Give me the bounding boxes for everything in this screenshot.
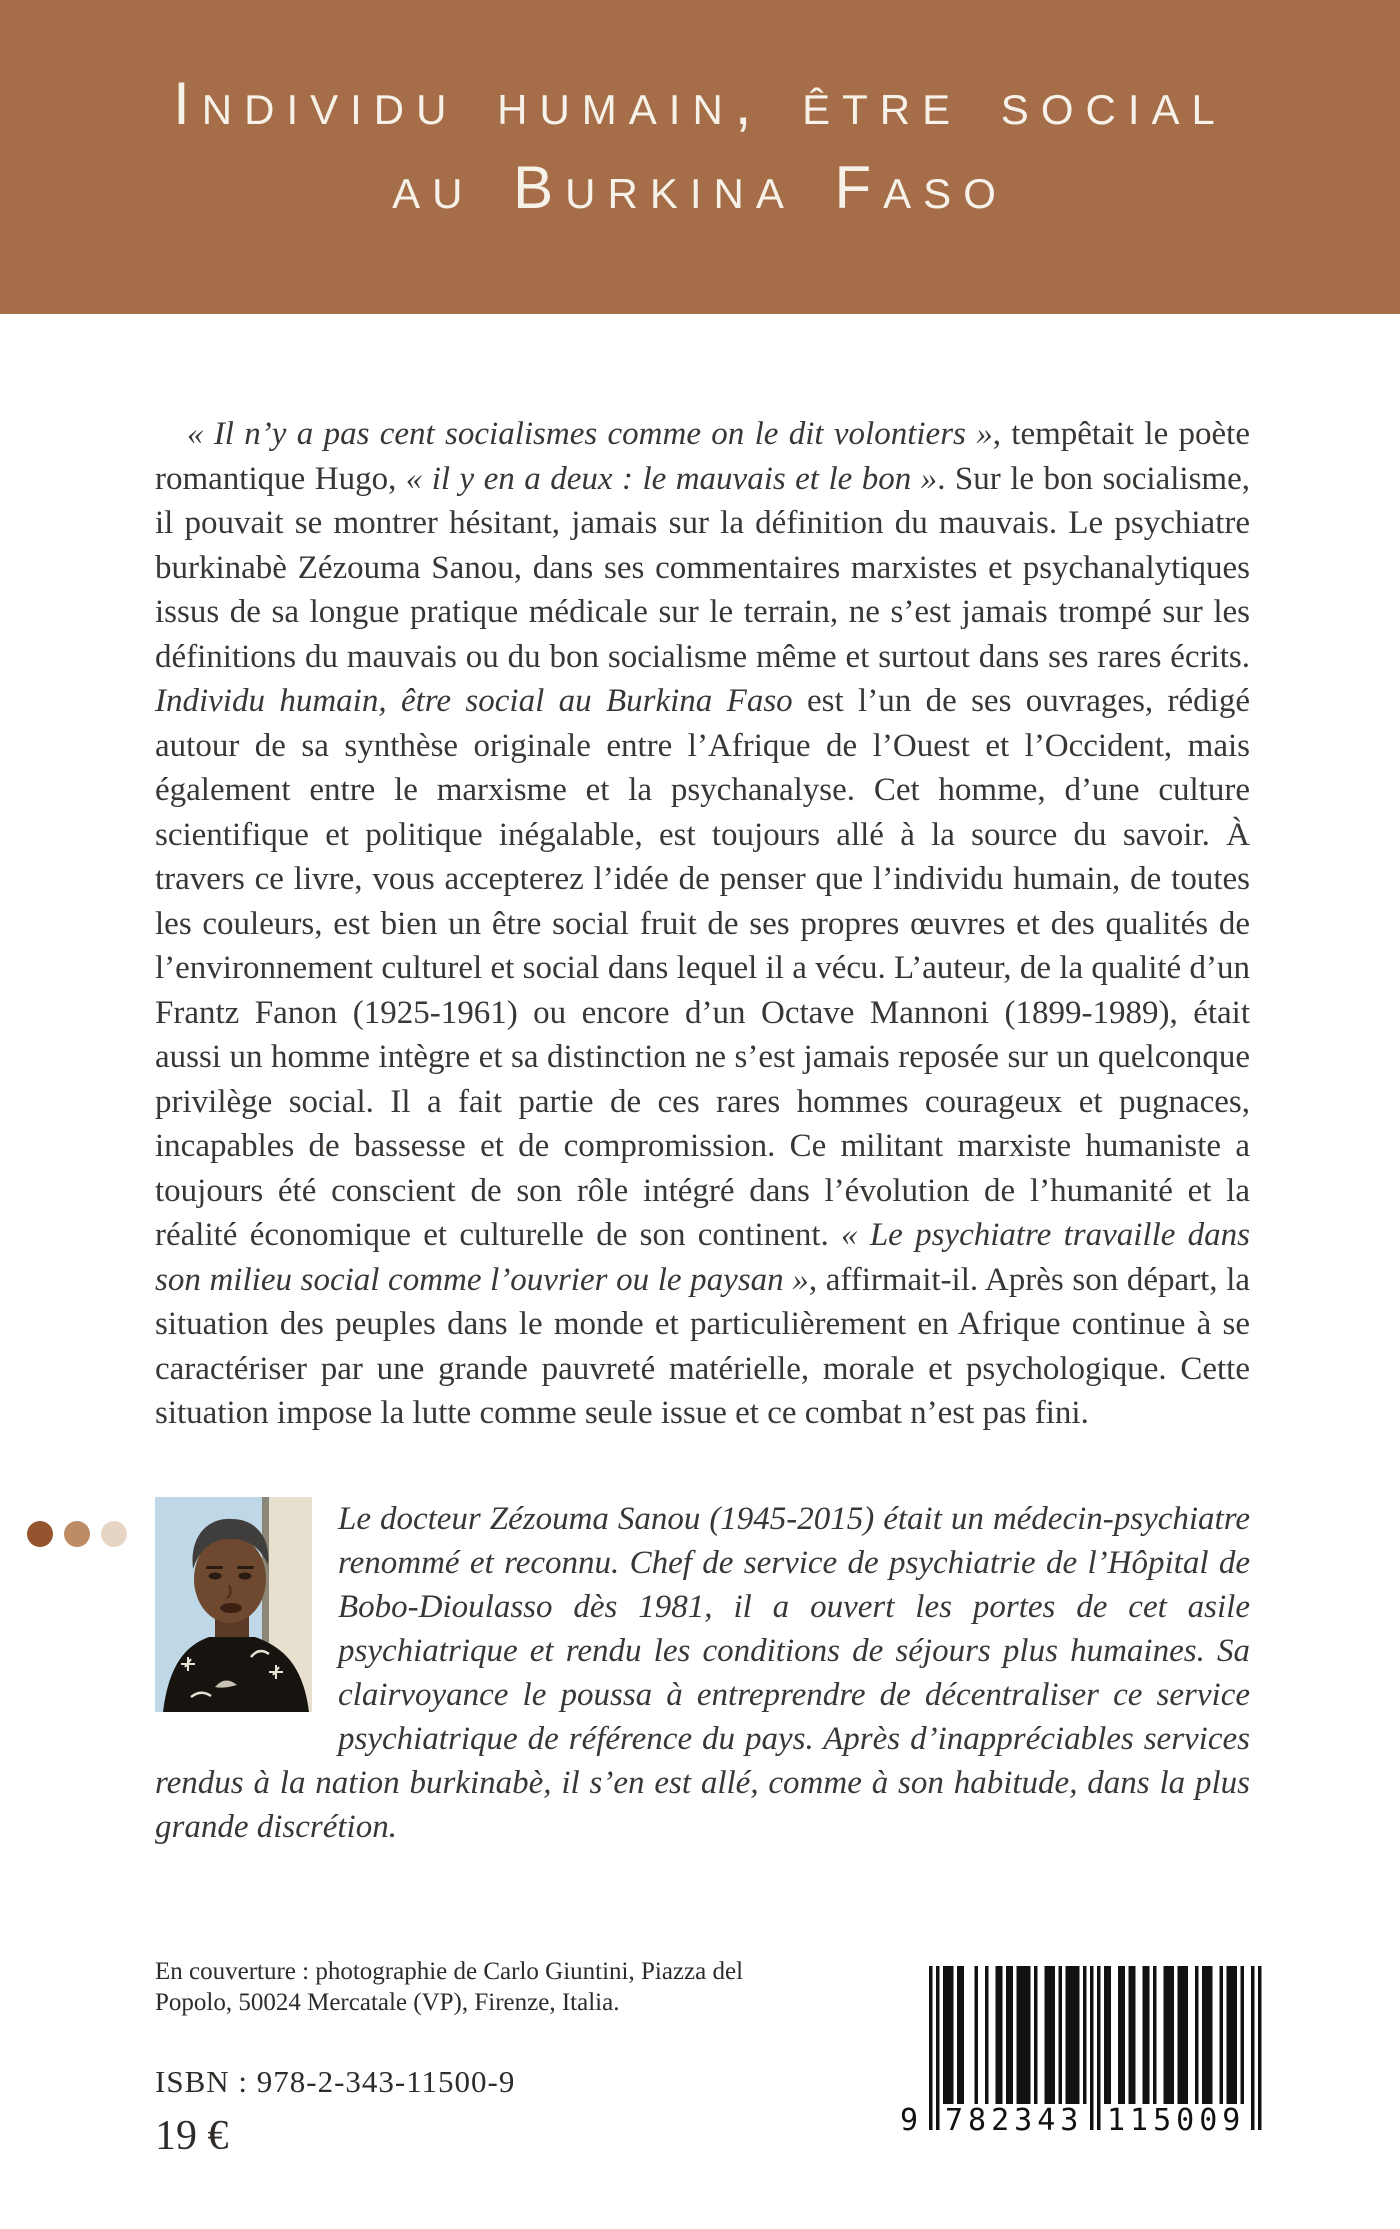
author-bio-section <box>155 1497 1250 1849</box>
cover-photo-credit <box>155 1956 743 2018</box>
collection-dots <box>27 1521 127 1547</box>
isbn-text: ISBN : 978-2-343-11500-9 <box>155 2064 516 2099</box>
book-title-line-1: Individu humain, être social <box>173 70 1227 137</box>
title-band <box>0 0 1400 314</box>
barcode-digit-leading: 9 <box>900 2103 919 2138</box>
book-title-line-2: au Burkina Faso <box>392 154 1008 221</box>
barcode-digits-group1: 782343 <box>945 2103 1084 2138</box>
author-portrait-illustration <box>155 1497 312 1712</box>
ean13-barcode <box>890 1966 1270 2151</box>
synopsis-paragraph: « Il n’y a pas cent socialismes comme on le dit volontiers », tempêtait le poète romantique Hugo, « il y en a deux : le mauvais et le bon ». Sur le bon socialisme, il pouvait se montrer hésitant, jamais sur la définition du mauvais. Le psychiatre burkinabè Zézouma Sanou, dans ses commentaires marxistes et psychanalytiques issus de sa longue pratique médicale sur le terrain, ne s’est jamais trompé sur les définitions du mauvais ou du bon socialisme même et surtout dans ses rares écrits. Individu humain, être social au Burkina Faso est l’un de ses ouvrages, rédigé autour de sa synthèse originale entre l’Afrique de l’Ouest et l’Occident, mais également entre le marxisme et la psychanalyse. Cet homme, d’une culture scientifique et politique inégalable, est toujours allé à la source du savoir. À travers ce livre, vous accepterez l’idée de penser que l’individu humain, de toutes les couleurs, est bien un être social fruit de ses propres œuvres et des qualités de l’environnement culturel et social dans lequel il a vécu. L’auteur, de la qualité d’un Frantz Fanon (1925-1961) ou encore d’un Octave Mannoni (1899-1989), était aussi un homme intègre et sa distinction ne s’est jamais reposée sur un quelconque privilège social. Il a fait partie de ces rares hommes courageux et pugnaces, incapables de bassesse et de compromission. Ce militant marxiste humaniste a toujours été conscient de son rôle intégré dans l’évolution de l’humanité et la réalité économique et culturelle de son continent. « Le psychiatre travaille dans son milieu social comme l’ouvrier ou le paysan », affirmait-il. Après son départ, la situation des peuples dans le monde et particulièrement en Afrique continue à se caractériser par une grande pauvreté matérielle, morale et psychologique. Cette situation impose la lutte comme seule issue et ce combat n’est pas fini. <box>155 416 1251 1431</box>
barcode-digits-group2: 115009 <box>1107 2103 1246 2138</box>
dot-cream <box>101 1521 127 1547</box>
credit-line-2: Popolo, 50024 Mercatale (VP), Firenze, Italia. <box>155 1989 620 2016</box>
author-bio-text: Le docteur Zézouma Sanou (1945-2015) était un médecin-psychiatre renommé et reconnu. Chef de service de psychiatrie de l’Hôpital de Bobo-Dioulasso dès 1981, il a ouvert les portes de cet asile psychiatrique et rendu les conditions de séjours plus humaines. Sa clairvoyance le poussa à entreprendre de décentraliser ce service psychiatrique de référence du pays. Après d’inappréciables services rendus à la nation burkinabè, il s’en est allé, comme à son habitude, dans la plus grande discrétion. <box>155 1501 1250 1845</box>
credit-line-1: En couverture : photographie de Carlo Giuntini, Piazza del <box>155 1958 744 1985</box>
dot-dark-brown <box>27 1521 53 1547</box>
dot-tan <box>64 1521 90 1547</box>
author-photo <box>155 1497 312 1712</box>
price-text: 19 € <box>155 2113 229 2159</box>
